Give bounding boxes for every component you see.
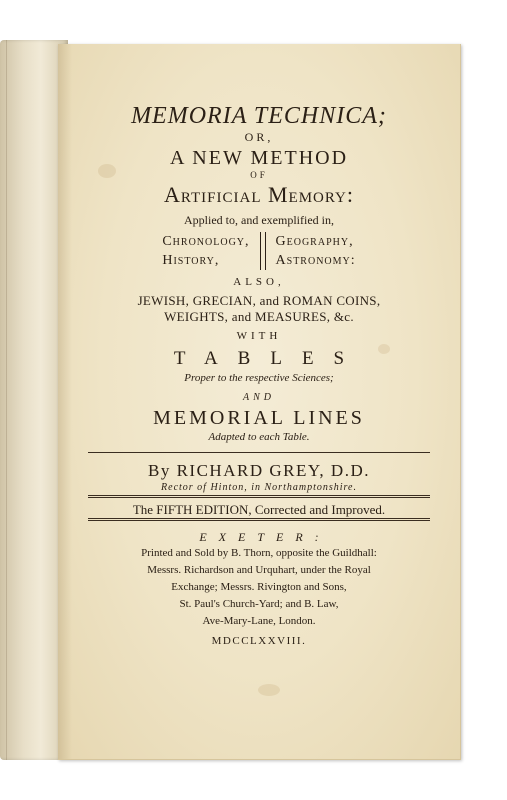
- imprint-line: Messrs. Richardson and Urquhart, under the Royal: [147, 564, 371, 576]
- double-rule-divider: [88, 518, 430, 521]
- subjects-right: [268, 232, 356, 270]
- author-line: By RICHARD GREY, D.D.: [148, 461, 370, 480]
- tables-line: TABLES: [173, 348, 365, 369]
- title-line-artificial-memory: Artificial Memory:: [164, 182, 354, 207]
- title-of: OF: [250, 170, 268, 180]
- title-page: [58, 44, 461, 760]
- imprint-line: Ave-Mary-Lane, London.: [202, 615, 316, 627]
- and-line: AND: [243, 392, 275, 403]
- imprint-city: EXETER:: [199, 530, 331, 544]
- double-rule-divider: [260, 232, 266, 270]
- subject-astronomy: Astronomy:: [275, 253, 356, 268]
- rule-divider: [88, 452, 430, 453]
- subject-geography: Geography,: [275, 234, 354, 249]
- double-rule-divider: [88, 495, 430, 498]
- subjects-columns: [82, 232, 436, 270]
- title-or: OR,: [244, 130, 274, 144]
- edition-line: The FIFTH EDITION, Corrected and Improved.: [132, 502, 386, 517]
- also-line: ALSO,: [233, 276, 285, 288]
- proper-line: Proper to the respective Sciences;: [184, 372, 334, 384]
- adapted-line: Adapted to each Table.: [208, 431, 310, 443]
- applied-line: Applied to, and exemplified in,: [184, 213, 334, 227]
- coins-line: JEWISH, GRECIAN, and ROMAN COINS,: [137, 293, 381, 308]
- subjects-left: [162, 232, 257, 270]
- subject-history: History,: [162, 253, 220, 268]
- imprint-line: St. Paul's Church-Yard; and B. Law,: [179, 598, 339, 610]
- rector-line: Rector of Hinton, in Northamptonshire.: [161, 482, 357, 493]
- with-line: WITH: [236, 330, 282, 342]
- memorial-lines-title: MEMORIAL LINES: [153, 407, 365, 429]
- publication-date: MDCCLXXVIII.: [211, 635, 307, 647]
- subject-chronology: Chronology,: [162, 234, 250, 249]
- title-line-new-method: A NEW METHOD: [169, 147, 349, 169]
- imprint-line: Printed and Sold by B. Thorn, opposite the Guildhall:: [141, 547, 377, 559]
- weights-line: WEIGHTS, and MEASURES, &c.: [164, 309, 354, 324]
- imprint-line: Exchange; Messrs. Rivington and Sons,: [171, 581, 347, 593]
- title-page-content: [82, 104, 436, 647]
- title-line-memoria: MEMORIA TECHNICA;: [131, 103, 387, 129]
- foxing-spot: [258, 684, 280, 696]
